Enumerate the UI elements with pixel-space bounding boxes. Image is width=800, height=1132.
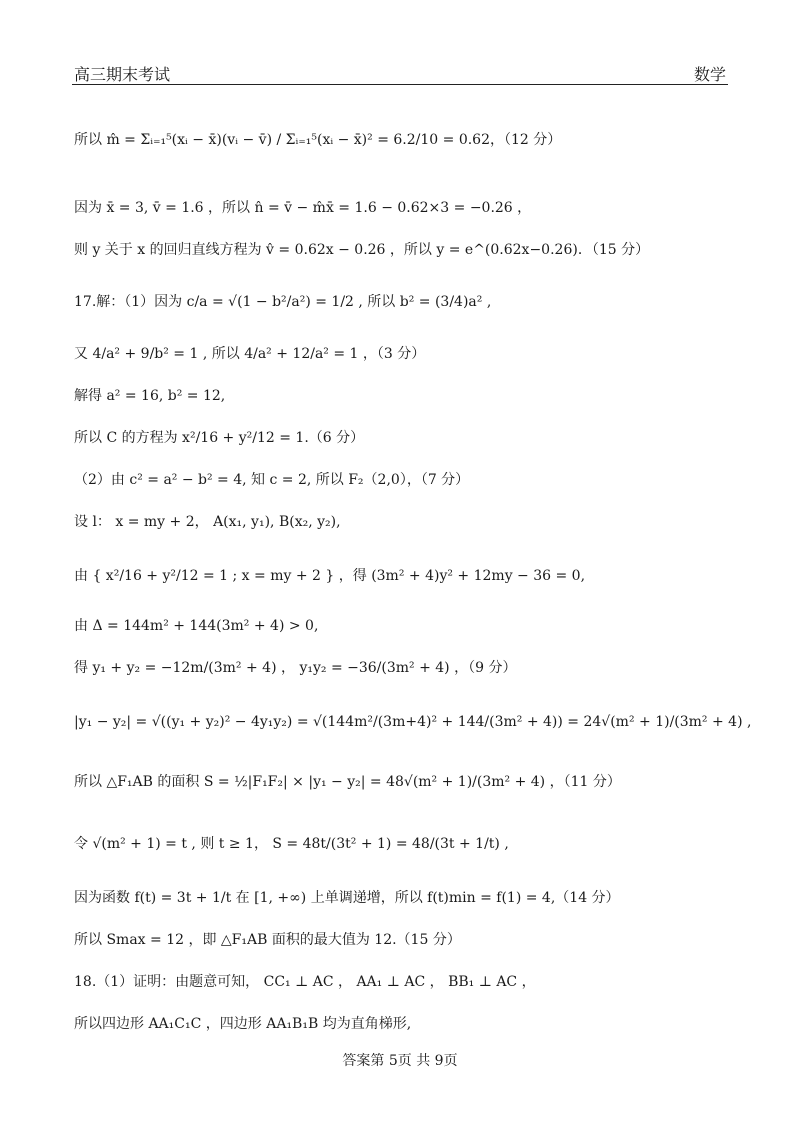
solution-line: 由 Δ = 144m² + 144(3m² + 4) > 0, [74,618,319,634]
solution-line: 所以四边形 AA₁C₁C ，四边形 AA₁B₁B 均为直角梯形, [74,1016,412,1032]
solution-line: 因为函数 f(t) = 3t + 1/t 在 [1, +∞) 上单调递增，所以 f(t)min = f(1) = 4,（14 分） [74,890,620,906]
page-footer: 答案第 5页 共 9页 [342,1053,458,1069]
solution-line: 令 √(m² + 1) = t , 则 t ≥ 1， S = 48t/(3t² + 1) = 48/(3t + 1/t) , [74,836,509,852]
header-divider [72,84,728,85]
solution-line: 由 { x²/16 + y²/12 = 1 ; x = my + 2 } ，得 (3m² + 4)y² + 12my − 36 = 0, [74,568,586,584]
solution-line: 又 4/a² + 9/b² = 1 , 所以 4/a² + 12/a² = 1 ，（3 分） [74,346,426,362]
solution-line: （2）由 c² = a² − b² = 4, 知 c = 2, 所以 F₂（2,0），（7 分） [74,472,470,488]
solution-line: 得 y₁ + y₂ = −12m/(3m² + 4) ， y₁y₂ = −36/(3m² + 4) ，（9 分） [74,660,517,676]
solution-line: 设 l： x = my + 2， A(x₁, y₁), B(x₂, y₂), [74,514,341,530]
solution-line: 因为 x̄ = 3, v̄ = 1.6 ，所以 n̂ = v̄ − m̂x̄ = 1.6 − 0.62×3 = −0.26 ， [74,200,532,216]
solution-line: 所以 C 的方程为 x²/16 + y²/12 = 1.（6 分） [74,430,365,446]
exam-title: 高三期末考试 [74,65,171,84]
solution-line: 解得 a² = 16, b² = 12, [74,388,226,404]
subject-label: 数学 [693,65,726,84]
solution-line: 则 y 关于 x 的回归直线方程为 v̂ = 0.62x − 0.26 ，所以 y = e^(0.62x−0.26)．（15 分） [74,242,650,258]
solution-line: 17.解：（1）因为 c/a = √(1 − b²/a²) = 1/2 , 所以 b² = (3/4)a² , [74,294,492,310]
solution-line: 所以 m̂ = Σᵢ₌₁⁵(xᵢ − x̄)(vᵢ − v̄) / Σᵢ₌₁⁵(xᵢ − x̄)² = 6.2/10 = 0.62，（12 分） [74,132,562,148]
solution-line: 所以 △F₁AB 的面积 S = ½|F₁F₂| × |y₁ − y₂| = 48√(m² + 1)/(3m² + 4) ，（11 分） [74,774,621,790]
solution-line: 18.（1）证明：由题意可知， CC₁ ⊥ AC ， AA₁ ⊥ AC ， BB₁ ⊥ AC ， [74,974,536,990]
solution-line: |y₁ − y₂| = √((y₁ + y₂)² − 4y₁y₂) = √(144m²/(3m+4)² + 144/(3m² + 4)) = 24√(m² + 1)/(3m² + 4) , [74,714,752,730]
solution-line: 所以 Smax = 12 ，即 △F₁AB 面积的最大值为 12.（15 分） [74,932,461,948]
